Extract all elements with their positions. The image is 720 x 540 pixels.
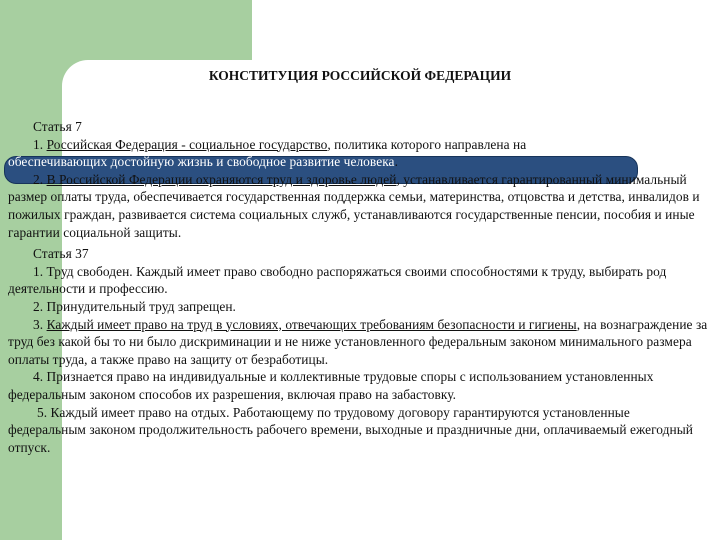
article-37-p3-rest: , на вознаграждение за труд без какой бы то ни было дискриминации и не ниже установленного федеральным законом минимального размера оплаты труда, а также право на защиту от безработицы.	[8, 316, 708, 367]
article-37-p3-underlined: Каждый имеет право на труд в условиях, отвечающих требованиям безопасности и гигиены	[46, 316, 577, 332]
document-title: КОНСТИТУЦИЯ РОССИЙСКОЙ ФЕДЕРАЦИИ	[208, 68, 512, 83]
article-37-paragraph-3	[8, 316, 708, 369]
article-7-p1-underlined: Российская Федерация - социальное государство	[46, 136, 328, 152]
article-7-p2-number: 2.	[33, 171, 44, 187]
article-7-p1-highlighted: создание условий, обеспечивающих достойную жизнь и свободное развитие человека	[8, 136, 635, 170]
article-37-paragraph-4: 4. Признается право на индивидуальные и коллективные трудовые споры с использованием установленных федеральным законом способов их разрешения, включая право на забастовку.	[8, 369, 654, 402]
article-7-p1-number: 1.	[33, 136, 44, 152]
article-7-p1-end: .	[394, 154, 398, 170]
article-7-p2-underlined: В Российской Федерации охраняются труд и здоровье людей	[46, 171, 397, 187]
article-37-p3-number: 3.	[33, 316, 44, 332]
article-37-paragraph-2: 2. Принудительный труд запрещен.	[33, 298, 236, 314]
article-7-p1-rest: , политика которого направлена на	[327, 136, 527, 152]
article-37-paragraph-1: 1. Труд свободен. Каждый имеет право свободно распоряжаться своими способностями к труду, выбирать род деятельности и профессию.	[8, 263, 667, 297]
article-7-paragraph-1	[8, 136, 708, 171]
article-7-heading: Статья 7	[33, 119, 82, 134]
document-body	[8, 118, 708, 456]
article-37-heading: Статья 37	[33, 246, 89, 262]
article-37-paragraph-5: 5. Каждый имеет право на отдых. Работающему по трудовому договору гарантируются установленные федеральным законом продолжительность рабочего времени, выходные и праздничные дни, оплачиваемый ежегодный отпуск.	[8, 404, 693, 455]
article-7-paragraph-2	[8, 171, 708, 241]
article-7-p2-rest: , устанавливается гарантированный минимальный размер оплаты труда, обеспечивается государственная поддержка семьи, материнства, отцовства и детства, инвалидов и пожилых граждан, развивается система социальных служб, устанавливаются государственные пенсии, пособия и иные гарантии социальной защиты.	[8, 171, 700, 240]
